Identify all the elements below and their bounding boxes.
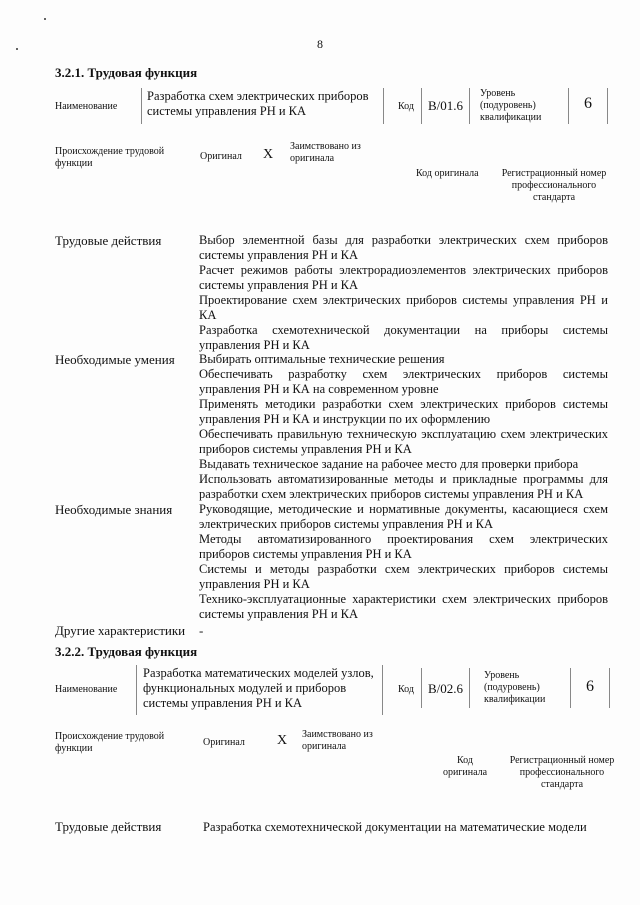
scan-speck: [16, 48, 18, 50]
section-heading-3-2-2: 3.2.2. Трудовая функция: [55, 644, 198, 659]
skills-list: [199, 352, 608, 502]
level-label: Уровень (подуровень) квалификации: [484, 670, 546, 705]
borrowed-label: Заимствовано из оригинала: [302, 729, 373, 752]
code-label: Код: [398, 684, 414, 695]
knowledge-item: Системы и методы разработки схем электрических приборов системы управления РН и КА: [199, 562, 608, 591]
skill-item: Использовать автоматизированные методы и прикладные программы для разработки схем электрических приборов системы управления РН и КА: [199, 472, 608, 501]
labor-actions-list: [199, 233, 608, 353]
reg-number-label: Регистрационный номер профессионального стандарта: [501, 168, 607, 203]
other-label: Другие характеристики: [55, 623, 186, 638]
knowledge-label: Необходимые знания: [55, 502, 173, 517]
level-label: Уровень (подуровень) квалификации: [480, 88, 542, 123]
borrowed-label: Заимствовано из оригинала: [290, 141, 361, 164]
knowledge-item: Методы автоматизированного проектирования схем электрических приборов системы управления РН и КА: [199, 532, 608, 561]
labor-actions-label: Трудовые действия: [55, 819, 162, 834]
function-code-box: [421, 668, 470, 708]
labor-action-item: Расчет режимов работы электрорадиоэлементов электрических приборов системы управления РН и КА: [199, 263, 608, 292]
labor-action-item: Разработка схемотехнической документации на приборы системы управления РН и КА: [199, 323, 608, 352]
section-heading-3-2-1: 3.2.1. Трудовая функция: [55, 65, 198, 80]
level-value: 6: [584, 95, 592, 112]
function-name-value: Разработка схем электрических приборов системы управления РН и КА: [147, 89, 369, 118]
function-code-value: В/01.6: [427, 98, 464, 113]
original-label: Оригинал: [200, 151, 242, 162]
code-label: Код: [398, 101, 414, 112]
skill-item: Обеспечивать разработку схем электрических приборов системы управления РН и КА на современном уровне: [199, 367, 608, 396]
original-mark: X: [277, 733, 288, 748]
orig-code-label: Код оригинала: [442, 755, 488, 778]
function-name-box: [141, 88, 384, 124]
orig-code-label: Код оригинала: [416, 168, 479, 179]
origin-label: Происхождение трудовой функции: [55, 731, 165, 754]
labor-action-item: Выбор элементной базы для разработки электрических схем приборов системы управления РН и КА: [199, 233, 608, 262]
original-mark: X: [263, 147, 274, 162]
skill-item: Выбирать оптимальные технические решения: [199, 352, 445, 366]
name-label: Наименование: [55, 101, 118, 112]
level-value: 6: [586, 678, 594, 695]
labor-action-item: Проектирование схем электрических приборов системы управления РН и КА: [199, 293, 608, 322]
skills-label: Необходимые умения: [55, 352, 175, 367]
knowledge-item: Технико-эксплуатационные характеристики схем электрических приборов системы управления РН и КА: [199, 592, 608, 621]
function-code-box: [421, 88, 470, 124]
level-box: [570, 668, 610, 708]
labor-action-item: Разработка схемотехнической документации на математические модели: [203, 820, 587, 834]
reg-number-label: Регистрационный номер профессионального стандарта: [509, 755, 615, 790]
knowledge-item: Руководящие, методические и нормативные документы, касающиеся схем электрических приборов системы управления РН и КА: [199, 502, 608, 531]
skill-item: Обеспечивать правильную техническую эксплуатацию схем электрических приборов системы управления РН и КА: [199, 427, 608, 456]
knowledge-list: [199, 502, 608, 622]
labor-actions-label: Трудовые действия: [55, 233, 162, 248]
function-name-value: Разработка математических моделей узлов, функциональных модулей и приборов системы управления РН и КА: [143, 666, 374, 710]
skill-item: Выдавать техническое задание на рабочее место для проверки прибора: [199, 457, 579, 471]
function-name-box: [136, 665, 383, 715]
labor-actions-list: [203, 819, 613, 835]
name-label: Наименование: [55, 684, 118, 695]
scan-speck: [44, 18, 46, 20]
function-code-value: В/02.6: [427, 681, 464, 696]
other-value: -: [199, 623, 204, 638]
origin-label: Происхождение трудовой функции: [55, 146, 165, 169]
level-box: [568, 88, 608, 124]
page-number: 8: [317, 37, 323, 51]
skill-item: Применять методики разработки схем электрических приборов системы управления РН и КА и инструкции по их оформлению: [199, 397, 608, 426]
original-label: Оригинал: [203, 737, 245, 748]
